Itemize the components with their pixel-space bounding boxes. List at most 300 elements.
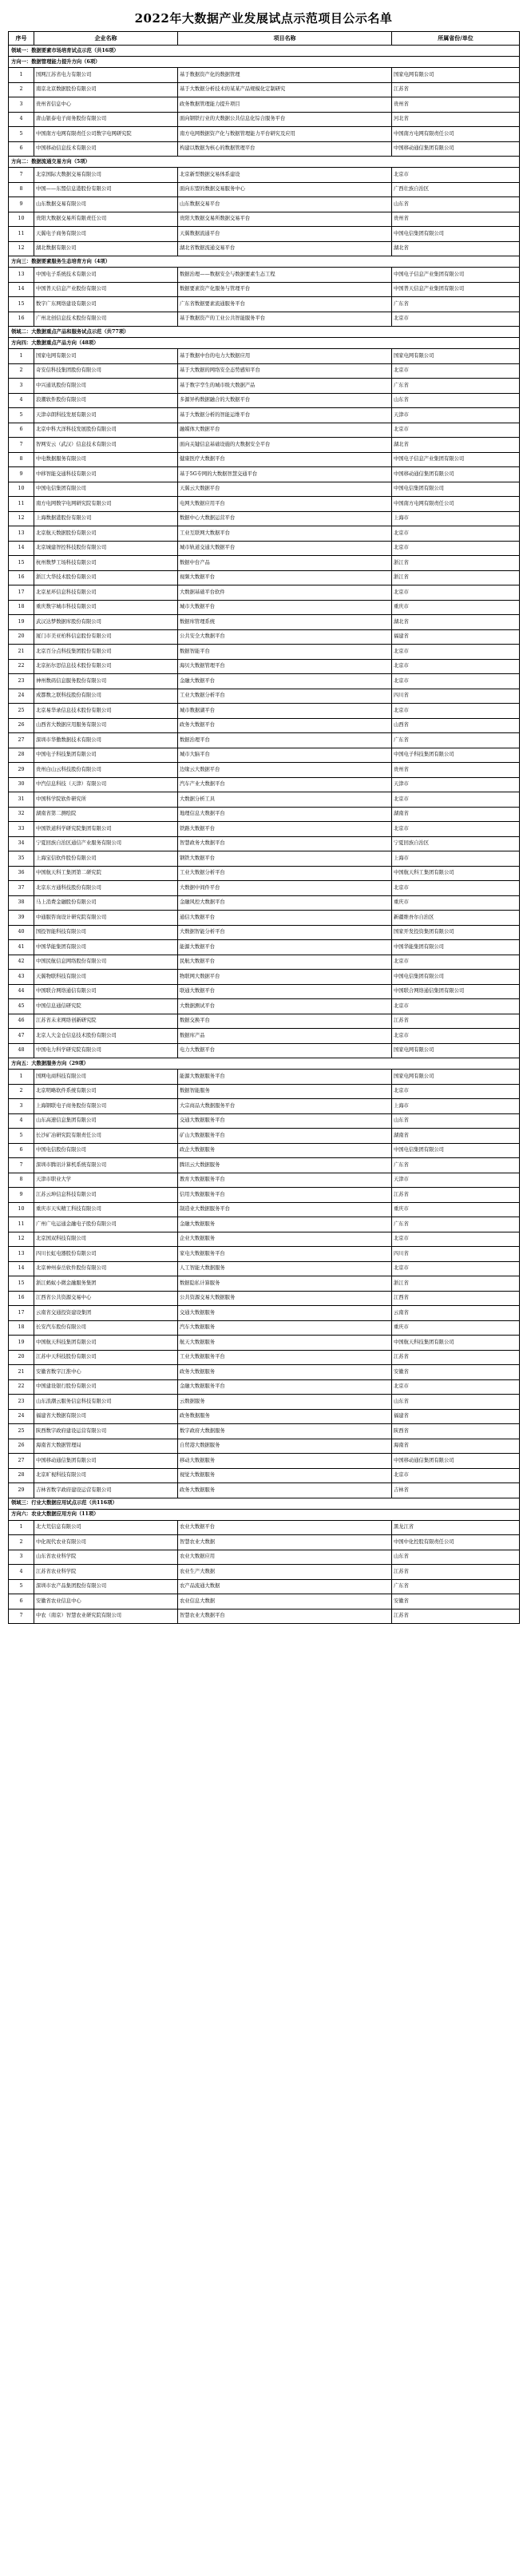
row-index: 9 bbox=[9, 1188, 34, 1203]
table-row bbox=[9, 1014, 520, 1029]
table-row bbox=[9, 895, 520, 911]
row-company: 国网江苏省电力有限公司 bbox=[34, 68, 178, 83]
row-province: 河北省 bbox=[392, 112, 520, 127]
row-province: 浙江省 bbox=[392, 556, 520, 571]
row-company: 中国电子系统技术有限公司 bbox=[34, 268, 178, 283]
row-index: 40 bbox=[9, 925, 34, 940]
row-province: 北京市 bbox=[392, 955, 520, 970]
row-company: 中国航天科技集团有限公司 bbox=[34, 1336, 178, 1351]
row-index: 29 bbox=[9, 1483, 34, 1498]
table-row bbox=[9, 1468, 520, 1483]
row-project: 交通大数据服务 bbox=[178, 1306, 392, 1321]
row-index: 24 bbox=[9, 689, 34, 704]
row-province: 湖南省 bbox=[392, 807, 520, 822]
row-province: 北京市 bbox=[392, 312, 520, 327]
row-company: 深圳市腾讯计算机系统有限公司 bbox=[34, 1158, 178, 1173]
row-index: 28 bbox=[9, 748, 34, 763]
row-company: 长沙矿冶研究院有限责任公司 bbox=[34, 1129, 178, 1144]
row-index: 5 bbox=[9, 408, 34, 423]
row-province: 中国电信集团有限公司 bbox=[392, 482, 520, 497]
row-project: 金融风控大数据平台 bbox=[178, 895, 392, 911]
row-province: 中国电子信息产业集团有限公司 bbox=[392, 452, 520, 467]
row-project: 基于大数据分析的智能运维平台 bbox=[178, 408, 392, 423]
row-index: 7 bbox=[9, 438, 34, 453]
table-row bbox=[9, 1291, 520, 1306]
row-index: 14 bbox=[9, 1261, 34, 1276]
row-province: 国家电网有限公司 bbox=[392, 68, 520, 83]
table-row bbox=[9, 556, 520, 571]
row-company: 武汉达梦数据库股份有限公司 bbox=[34, 615, 178, 630]
table-row bbox=[9, 1202, 520, 1217]
table-row bbox=[9, 212, 520, 227]
row-province: 北京市 bbox=[392, 1379, 520, 1395]
row-index: 1 bbox=[9, 1520, 34, 1535]
row-company: 中汽信息科技（天津）有限公司 bbox=[34, 777, 178, 792]
row-province: 北京市 bbox=[392, 1468, 520, 1483]
table-row bbox=[9, 97, 520, 113]
row-province: 山东省 bbox=[392, 393, 520, 408]
row-index: 1 bbox=[9, 1070, 34, 1085]
row-index: 38 bbox=[9, 895, 34, 911]
table-row bbox=[9, 1173, 520, 1188]
row-project: 自贸港大数据服务 bbox=[178, 1439, 392, 1454]
table-row bbox=[9, 600, 520, 615]
row-province: 安徽省 bbox=[392, 1594, 520, 1610]
row-province: 福建省 bbox=[392, 1409, 520, 1424]
row-index: 20 bbox=[9, 629, 34, 645]
row-index: 9 bbox=[9, 467, 34, 482]
row-province: 贵州省 bbox=[392, 212, 520, 227]
row-project: 能源大数据平台 bbox=[178, 940, 392, 955]
table-row bbox=[9, 1320, 520, 1336]
row-company: 陕西数字政府建设运营有限公司 bbox=[34, 1424, 178, 1439]
table-row bbox=[9, 1158, 520, 1173]
row-province: 黑龙江省 bbox=[392, 1520, 520, 1535]
row-project: 民航大数据平台 bbox=[178, 955, 392, 970]
row-province: 中国移动通信集团有限公司 bbox=[392, 1454, 520, 1469]
header-index: 序号 bbox=[9, 32, 34, 46]
row-company: 贵阳大数据交易所有限责任公司 bbox=[34, 212, 178, 227]
row-index: 10 bbox=[9, 212, 34, 227]
row-province: 北京市 bbox=[392, 1232, 520, 1247]
row-province: 浙江省 bbox=[392, 1276, 520, 1292]
direction-section-row bbox=[9, 157, 520, 168]
table-row bbox=[9, 182, 520, 197]
row-index: 4 bbox=[9, 1565, 34, 1580]
row-company: 贵州省信息中心 bbox=[34, 97, 178, 113]
row-company: 长安汽车股份有限公司 bbox=[34, 1320, 178, 1336]
row-project: 交通大数据服务平台 bbox=[178, 1113, 392, 1129]
table-row bbox=[9, 282, 520, 297]
row-province: 江苏省 bbox=[392, 1609, 520, 1624]
row-company: 湖北数据有限公司 bbox=[34, 241, 178, 256]
row-project: 视觉大数据服务 bbox=[178, 1468, 392, 1483]
row-province: 国家电网有限公司 bbox=[392, 349, 520, 364]
row-company: 广州北创信息技术股份有限公司 bbox=[34, 312, 178, 327]
row-index: 15 bbox=[9, 1276, 34, 1292]
row-project: 南方电网数据资产化与数据管理能力平台研究及应用 bbox=[178, 127, 392, 142]
row-company: 北京星环信息科技有限公司 bbox=[34, 585, 178, 601]
table-row bbox=[9, 541, 520, 556]
row-project: 汽车大数据服务 bbox=[178, 1320, 392, 1336]
row-company: 四川长虹电器股份有限公司 bbox=[34, 1247, 178, 1262]
row-province: 北京市 bbox=[392, 423, 520, 438]
row-company: 贵州白山云科技股份有限公司 bbox=[34, 763, 178, 778]
row-project: 基于5G专网的大数据智慧交通平台 bbox=[178, 467, 392, 482]
row-province: 湖北省 bbox=[392, 241, 520, 256]
row-index: 6 bbox=[9, 423, 34, 438]
row-province: 北京市 bbox=[392, 1029, 520, 1044]
table-row bbox=[9, 467, 520, 482]
row-index: 34 bbox=[9, 836, 34, 851]
row-company: 深圳市农产品集团股份有限公司 bbox=[34, 1579, 178, 1594]
row-index: 43 bbox=[9, 970, 34, 985]
domain-section-row bbox=[9, 46, 520, 57]
table-row bbox=[9, 1483, 520, 1498]
row-province: 北京市 bbox=[392, 881, 520, 896]
row-project: 面向关键信息基础设施的大数据安全平台 bbox=[178, 438, 392, 453]
row-index: 8 bbox=[9, 182, 34, 197]
row-index: 12 bbox=[9, 1232, 34, 1247]
table-row bbox=[9, 423, 520, 438]
table-row bbox=[9, 363, 520, 379]
page bbox=[8, 0, 519, 1624]
row-company: 北京国际大数据交易有限公司 bbox=[34, 168, 178, 183]
table-row bbox=[9, 1232, 520, 1247]
row-index: 14 bbox=[9, 541, 34, 556]
row-company: 浙江蚂蚁小微金融服务集团 bbox=[34, 1276, 178, 1292]
table-row bbox=[9, 82, 520, 97]
row-province: 上海市 bbox=[392, 1099, 520, 1114]
table-row bbox=[9, 438, 520, 453]
row-index: 35 bbox=[9, 851, 34, 867]
row-company: 山东高速信息集团有限公司 bbox=[34, 1113, 178, 1129]
table-row bbox=[9, 733, 520, 748]
row-index: 27 bbox=[9, 733, 34, 748]
row-company: 国家电网有限公司 bbox=[34, 349, 178, 364]
row-index: 6 bbox=[9, 1594, 34, 1610]
row-project: 数据要素资产化服务与管理平台 bbox=[178, 282, 392, 297]
row-company: 北京神州泰岳软件股份有限公司 bbox=[34, 1261, 178, 1276]
row-index: 18 bbox=[9, 1320, 34, 1336]
row-project: 边缘云大数据平台 bbox=[178, 763, 392, 778]
row-company: 福建省大数据有限公司 bbox=[34, 1409, 178, 1424]
row-index: 9 bbox=[9, 197, 34, 212]
row-province: 中国电信集团有限公司 bbox=[392, 227, 520, 242]
row-company: 上海宝信软件股份有限公司 bbox=[34, 851, 178, 867]
table-row bbox=[9, 999, 520, 1014]
row-index: 3 bbox=[9, 1099, 34, 1114]
row-province: 云南省 bbox=[392, 1306, 520, 1321]
row-province: 广东省 bbox=[392, 1579, 520, 1594]
row-company: 中国普天信息产业股份有限公司 bbox=[34, 282, 178, 297]
row-index: 11 bbox=[9, 227, 34, 242]
row-project: 构建以数据为核心的数据管理平台 bbox=[178, 141, 392, 157]
direction-label: 方向三：数据要素服务生态培育方向（4项） bbox=[9, 256, 520, 268]
row-project: 信用大数据服务平台 bbox=[178, 1188, 392, 1203]
row-project: 农业信息大数据 bbox=[178, 1594, 392, 1610]
row-company: 浙江大华技术股份有限公司 bbox=[34, 570, 178, 585]
row-company: 唐山银泰电子商务股份有限公司 bbox=[34, 112, 178, 127]
row-company: 安徽省农业信息中心 bbox=[34, 1594, 178, 1610]
row-index: 20 bbox=[9, 1350, 34, 1365]
row-index: 16 bbox=[9, 1291, 34, 1306]
row-company: 北京国双科技有限公司 bbox=[34, 1232, 178, 1247]
row-company: 北京易华录信息技术股份有限公司 bbox=[34, 704, 178, 719]
row-index: 44 bbox=[9, 984, 34, 999]
row-project: 融媒体大数据平台 bbox=[178, 423, 392, 438]
row-province: 宁夏回族自治区 bbox=[392, 836, 520, 851]
row-company: 中国航天科工集团第二研究院 bbox=[34, 866, 178, 881]
table-row bbox=[9, 379, 520, 394]
row-index: 21 bbox=[9, 645, 34, 660]
row-project: 电网大数据应用平台 bbox=[178, 497, 392, 512]
row-index: 2 bbox=[9, 1535, 34, 1550]
row-index: 11 bbox=[9, 1217, 34, 1232]
row-company: 北京旷视科技有限公司 bbox=[34, 1468, 178, 1483]
row-province: 天津市 bbox=[392, 777, 520, 792]
table-row bbox=[9, 629, 520, 645]
row-index: 15 bbox=[9, 297, 34, 312]
row-project: 基于大数据分析技术的某某产品规模化定制研究 bbox=[178, 82, 392, 97]
table-row bbox=[9, 1350, 520, 1365]
table-row bbox=[9, 1084, 520, 1099]
row-company: 中国电信股份有限公司 bbox=[34, 1143, 178, 1158]
row-index: 31 bbox=[9, 792, 34, 808]
row-company: 深圳市华傲数据技术有限公司 bbox=[34, 733, 178, 748]
row-company: 中化现代农业有限公司 bbox=[34, 1535, 178, 1550]
row-province: 天津市 bbox=[392, 1173, 520, 1188]
row-project: 政务大数据服务 bbox=[178, 1483, 392, 1498]
table-row bbox=[9, 1565, 520, 1580]
row-project: 健康医疗大数据平台 bbox=[178, 452, 392, 467]
row-province: 上海市 bbox=[392, 851, 520, 867]
direction-section-row bbox=[9, 57, 520, 68]
row-company: 浪潮软件股份有限公司 bbox=[34, 393, 178, 408]
table-row bbox=[9, 792, 520, 808]
row-project: 人工智能大数据服务 bbox=[178, 1261, 392, 1276]
table-row bbox=[9, 585, 520, 601]
row-project: 城市大脑平台 bbox=[178, 748, 392, 763]
row-company: 云南省交通投资建设集团 bbox=[34, 1306, 178, 1321]
row-project: 移动大数据服务 bbox=[178, 1454, 392, 1469]
row-project: 大数据分析工具 bbox=[178, 792, 392, 808]
row-index: 32 bbox=[9, 807, 34, 822]
row-company: 北京城建智控科技股份有限公司 bbox=[34, 541, 178, 556]
table-row bbox=[9, 1579, 520, 1594]
row-company: 北京明略软件系统有限公司 bbox=[34, 1084, 178, 1099]
table-row bbox=[9, 297, 520, 312]
row-company: 宁夏回族自治区通信产业服务有限公司 bbox=[34, 836, 178, 851]
row-province: 北京市 bbox=[392, 363, 520, 379]
domain-label: 领域三：行业大数据应用试点示范（共116项） bbox=[9, 1498, 520, 1509]
row-province: 国家电网有限公司 bbox=[392, 1070, 520, 1085]
row-project: 能源大数据服务平台 bbox=[178, 1070, 392, 1085]
row-project: 贵阳大数据交易所数据交易平台 bbox=[178, 212, 392, 227]
row-province: 江苏省 bbox=[392, 1350, 520, 1365]
table-header-row bbox=[9, 32, 520, 46]
direction-section-row bbox=[9, 338, 520, 349]
table-row bbox=[9, 718, 520, 733]
row-project: 企业大数据服务 bbox=[178, 1232, 392, 1247]
row-project: 基于数据资产化的数据管理 bbox=[178, 68, 392, 83]
row-company: 海南省大数据管理局 bbox=[34, 1439, 178, 1454]
table-row bbox=[9, 393, 520, 408]
table-row bbox=[9, 570, 520, 585]
table-row bbox=[9, 1113, 520, 1129]
row-project: 教育大数据服务平台 bbox=[178, 1173, 392, 1188]
row-project: 家电大数据服务平台 bbox=[178, 1247, 392, 1262]
table-row bbox=[9, 1439, 520, 1454]
row-project: 大数据测试平台 bbox=[178, 999, 392, 1014]
row-project: 政务大数据服务 bbox=[178, 1365, 392, 1380]
row-company: 中移智能交通科技有限公司 bbox=[34, 467, 178, 482]
row-company: 中电数据服务有限公司 bbox=[34, 452, 178, 467]
row-project: 多源异构数据融合的大数据平台 bbox=[178, 393, 392, 408]
row-project: 北京新型数据交易体系建设 bbox=[178, 168, 392, 183]
row-project: 物联网大数据平台 bbox=[178, 970, 392, 985]
row-index: 6 bbox=[9, 1143, 34, 1158]
row-company: 国投智能科技有限公司 bbox=[34, 925, 178, 940]
row-project: 农产品流通大数据 bbox=[178, 1579, 392, 1594]
direction-section-row bbox=[9, 256, 520, 268]
row-province: 福建省 bbox=[392, 629, 520, 645]
row-province: 吉林省 bbox=[392, 1483, 520, 1498]
row-project: 城市大数据平台 bbox=[178, 600, 392, 615]
row-province: 重庆市 bbox=[392, 895, 520, 911]
row-province: 天津市 bbox=[392, 408, 520, 423]
row-index: 16 bbox=[9, 570, 34, 585]
table-row bbox=[9, 851, 520, 867]
row-company: 中兴通讯股份有限公司 bbox=[34, 379, 178, 394]
table-row bbox=[9, 511, 520, 526]
row-province: 中国联合网络通信集团有限公司 bbox=[392, 984, 520, 999]
row-project: 政务数据管理能力提升项目 bbox=[178, 97, 392, 113]
table-row bbox=[9, 940, 520, 955]
row-index: 6 bbox=[9, 141, 34, 157]
row-index: 21 bbox=[9, 1365, 34, 1380]
row-company: 智网安云（武汉）信息技术有限公司 bbox=[34, 438, 178, 453]
table-row bbox=[9, 1520, 520, 1535]
table-row bbox=[9, 911, 520, 926]
row-project: 工业大数据分析平台 bbox=[178, 866, 392, 881]
row-project: 矿山大数据服务平台 bbox=[178, 1129, 392, 1144]
row-company: 湖南省第二测绘院 bbox=[34, 807, 178, 822]
row-index: 26 bbox=[9, 1439, 34, 1454]
row-company: 北京拓尔思信息技术股份有限公司 bbox=[34, 659, 178, 674]
table-row bbox=[9, 452, 520, 467]
row-index: 8 bbox=[9, 452, 34, 467]
row-index: 7 bbox=[9, 1609, 34, 1624]
row-company: 江苏省农业科学院 bbox=[34, 1565, 178, 1580]
row-project: 天翼云大数据平台 bbox=[178, 482, 392, 497]
direction-label: 方向二：数据流通交易方向（5项） bbox=[9, 157, 520, 168]
row-project: 数据库管理系统 bbox=[178, 615, 392, 630]
row-province: 北京市 bbox=[392, 1084, 520, 1099]
row-index: 46 bbox=[9, 1014, 34, 1029]
table-row bbox=[9, 689, 520, 704]
row-index: 7 bbox=[9, 168, 34, 183]
table-row bbox=[9, 408, 520, 423]
row-province: 中国南方电网有限责任公司 bbox=[392, 497, 520, 512]
row-index: 27 bbox=[9, 1454, 34, 1469]
row-project: 工业大数据分析平台 bbox=[178, 689, 392, 704]
table-row bbox=[9, 866, 520, 881]
table-row bbox=[9, 68, 520, 83]
row-company: 北京人大金仓信息技术股份有限公司 bbox=[34, 1029, 178, 1044]
table-row bbox=[9, 615, 520, 630]
row-project: 数据交换平台 bbox=[178, 1014, 392, 1029]
row-index: 5 bbox=[9, 1579, 34, 1594]
row-province: 中国普天信息产业集团有限公司 bbox=[392, 282, 520, 297]
row-company: 天津市职业大学 bbox=[34, 1173, 178, 1188]
row-company: 山东省农业科学院 bbox=[34, 1550, 178, 1565]
row-project: 航天大数据服务 bbox=[178, 1336, 392, 1351]
row-province: 江苏省 bbox=[392, 1565, 520, 1580]
row-company: 南方电网数字电网研究院有限公司 bbox=[34, 497, 178, 512]
row-province: 广西壮族自治区 bbox=[392, 182, 520, 197]
row-index: 26 bbox=[9, 718, 34, 733]
table-row bbox=[9, 1217, 520, 1232]
table-row bbox=[9, 1188, 520, 1203]
row-province: 北京市 bbox=[392, 1261, 520, 1276]
row-company: 天翼电子商务有限公司 bbox=[34, 227, 178, 242]
row-company: 中国联合网络通信有限公司 bbox=[34, 984, 178, 999]
table-row bbox=[9, 822, 520, 837]
row-project: 公共资源交易大数据服务 bbox=[178, 1291, 392, 1306]
row-index: 25 bbox=[9, 704, 34, 719]
row-project: 工业互联网大数据平台 bbox=[178, 526, 392, 542]
table-row bbox=[9, 227, 520, 242]
row-company: 中国信息通信研究院 bbox=[34, 999, 178, 1014]
row-project: 金融大数据服务平台 bbox=[178, 1379, 392, 1395]
row-project: 面向钢铁行业的大数据公共信息化综合服务平台 bbox=[178, 112, 392, 127]
row-province: 江苏省 bbox=[392, 82, 520, 97]
row-company: 吉林省数字政府建设运营有限公司 bbox=[34, 1483, 178, 1498]
row-index: 12 bbox=[9, 241, 34, 256]
row-index: 17 bbox=[9, 585, 34, 601]
row-province: 中国航天科技集团有限公司 bbox=[392, 1336, 520, 1351]
row-project: 云数据服务 bbox=[178, 1395, 392, 1410]
row-project: 工业大数据服务平台 bbox=[178, 1350, 392, 1365]
row-province: 广东省 bbox=[392, 733, 520, 748]
row-index: 10 bbox=[9, 482, 34, 497]
header-project: 项目名称 bbox=[178, 32, 392, 46]
row-index: 12 bbox=[9, 511, 34, 526]
table-row bbox=[9, 777, 520, 792]
table-row bbox=[9, 349, 520, 364]
row-province: 中国移动通信集团有限公司 bbox=[392, 141, 520, 157]
row-index: 22 bbox=[9, 659, 34, 674]
row-province: 中国航天科工集团有限公司 bbox=[392, 866, 520, 881]
table-row bbox=[9, 268, 520, 283]
row-index: 1 bbox=[9, 349, 34, 364]
row-province: 山东省 bbox=[392, 1395, 520, 1410]
row-province: 江苏省 bbox=[392, 1188, 520, 1203]
table-body bbox=[9, 46, 520, 1624]
row-company: 中国民航信息网络股份有限公司 bbox=[34, 955, 178, 970]
row-index: 17 bbox=[9, 1306, 34, 1321]
row-company: 北京航天数据股份有限公司 bbox=[34, 526, 178, 542]
row-province: 国家电网有限公司 bbox=[392, 1043, 520, 1058]
row-index: 1 bbox=[9, 68, 34, 83]
row-index: 4 bbox=[9, 393, 34, 408]
table-row bbox=[9, 241, 520, 256]
table-row bbox=[9, 1129, 520, 1144]
table-row bbox=[9, 312, 520, 327]
row-index: 36 bbox=[9, 866, 34, 881]
direction-label: 方向一：数据管理能力提升方向（6项） bbox=[9, 57, 520, 68]
